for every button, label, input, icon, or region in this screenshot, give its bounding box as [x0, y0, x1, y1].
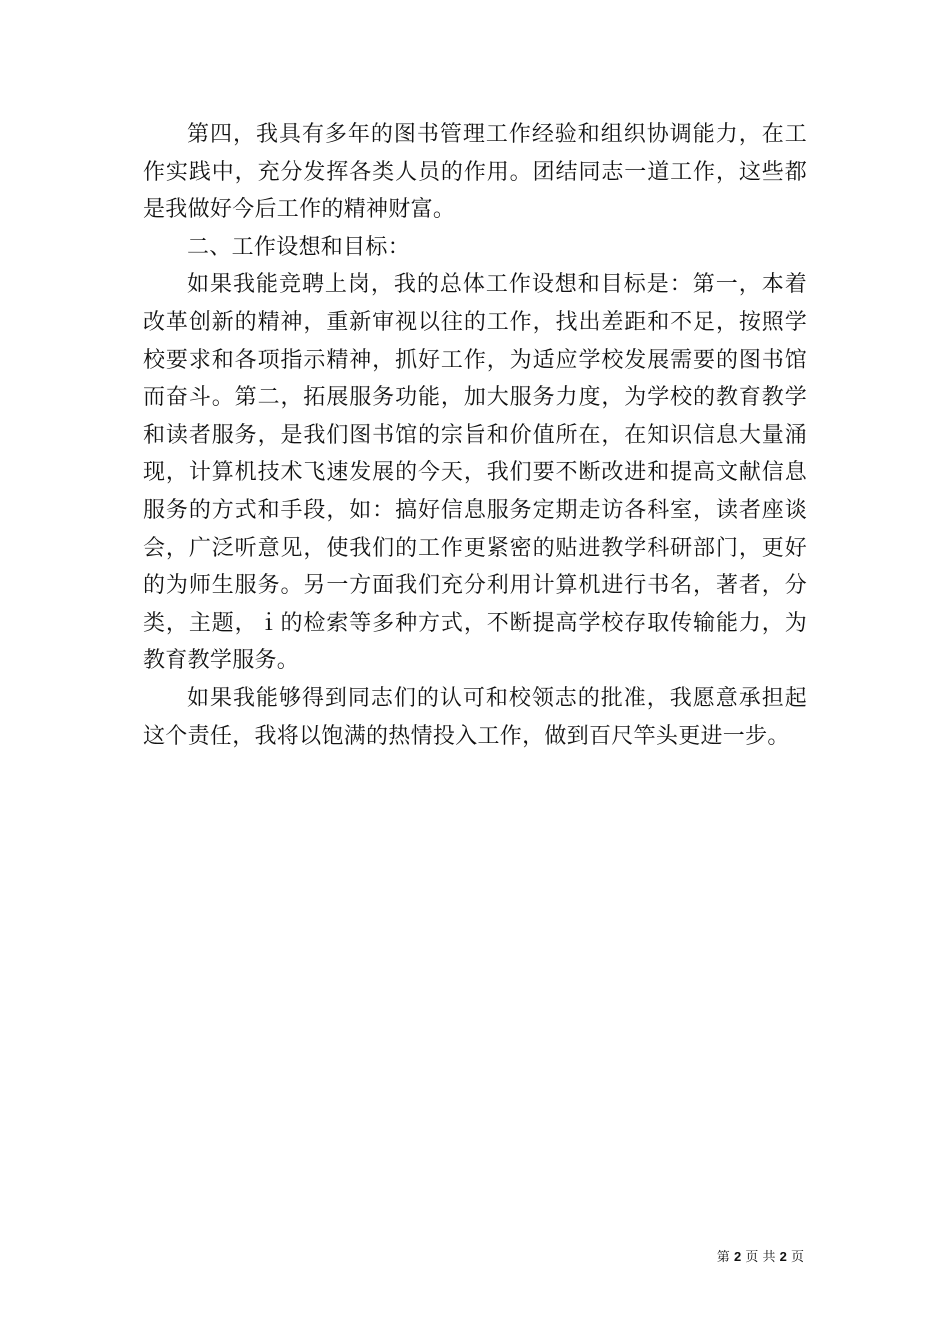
footer-current-page: 2 [733, 1249, 742, 1264]
footer-total-pages: 2 [779, 1249, 787, 1264]
paragraph-experience: 第四，我具有多年的图书管理工作经验和组织协调能力，在工作实践中，充分发挥各类人员的作用。团结同志一道工作，这些都是我做好今后工作的精神财富。 [143, 122, 807, 223]
paragraph-closing: 如果我能够得到同志们的认可和校领志的批准，我愿意承担起这个责任，我将以饱满的热情投入工作，做到百尺竿头更进一步。 [143, 685, 807, 749]
footer-middle: 页 共 [745, 1250, 776, 1265]
paragraph-plans: 如果我能竞聘上岗，我的总体工作设想和目标是：第一，本着改革创新的精神，重新审视以往的工作，找出差距和不足，按照学校要求和各项指示精神，抓好工作，为适应学校发展需要的图书馆而奋斗。第二，拓展服务功能，加大服务力度，为学校的教育教学和读者服务，是我们图书馆的宗旨和价值所在，在知识信息大量涌现，计算机技术飞速发展的今天，我们要不断改进和提高文献信息服务的方式和手段，如：搞好信息服务定期走访各科室，读者座谈会，广泛听意见，使我们的工作更紧密的贴进教学科研部门，更好的为师生服务。另一方面我们充分利用计算机进行书名，著者，分类，主题，ｉ的检索等多种方式，不断提高学校存取传输能力，为教育教学服务。 [143, 272, 807, 674]
footer-prefix: 第 [716, 1250, 730, 1265]
section-heading-plans-goals: 二、工作设想和目标： [187, 234, 411, 260]
document-body [143, 116, 807, 755]
footer-suffix: 页 [790, 1250, 804, 1265]
page-number-footer [717, 1249, 804, 1266]
